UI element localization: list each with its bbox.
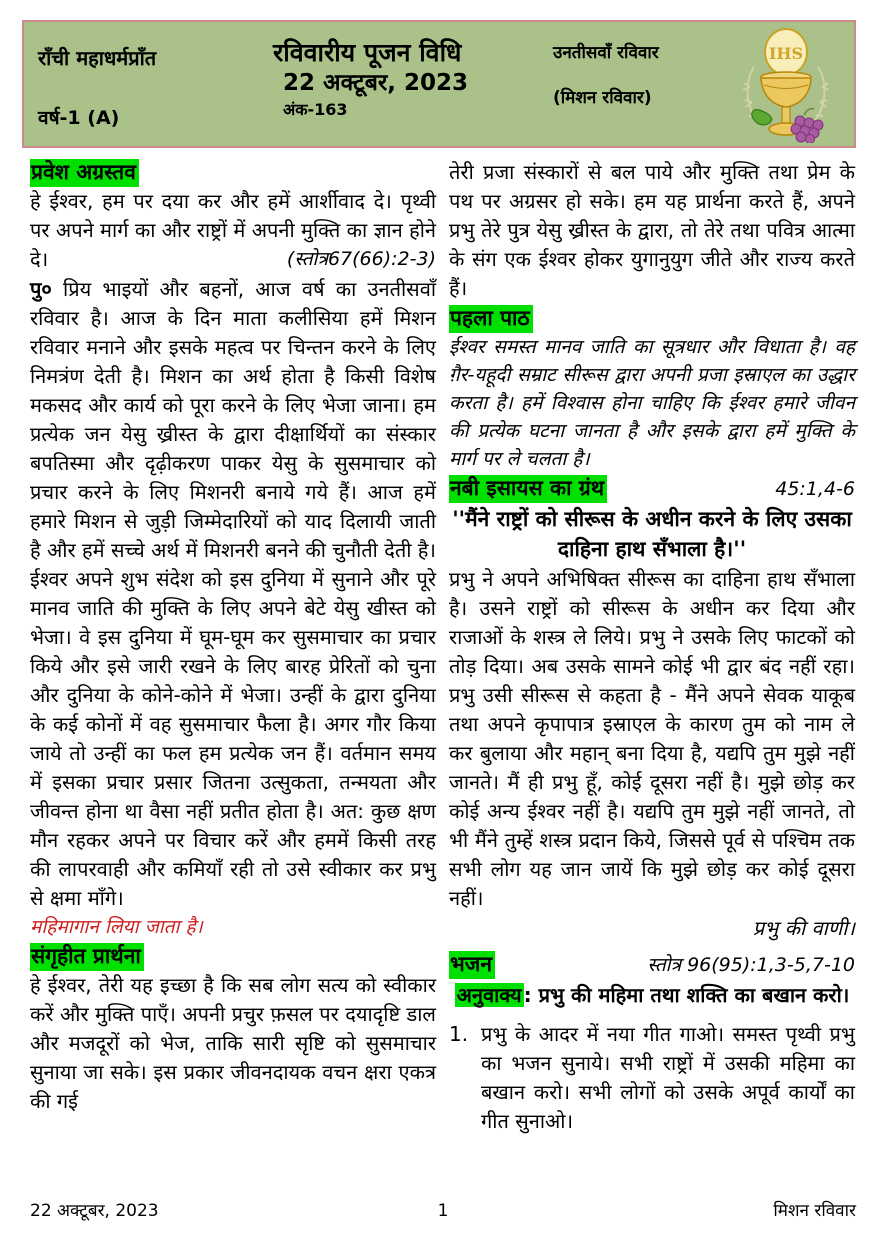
antiphon-separator: : bbox=[523, 983, 532, 1007]
bulletin-title: रविवारीय पूजन विधि bbox=[273, 38, 462, 67]
psalm-antiphon bbox=[449, 980, 855, 1010]
footer-theme: मिशन रविवार bbox=[773, 1201, 856, 1221]
verse-text: प्रभु के आदर में नया गीत गाओ। समस्त पृथ्वी प्रभु का भजन सुनाये। सभी राष्ट्रों में उसकी महिमा का बखान करो। सभी लोगों को उसके अपूर्व कार्यों का गीत सुनाओ। bbox=[481, 1022, 855, 1133]
footer-date: 22 अक्टूबर, 2023 bbox=[30, 1201, 159, 1221]
masthead bbox=[22, 20, 856, 148]
masthead-right bbox=[553, 30, 723, 140]
first-reading-source-title: नबी इसायस का ग्रंथ bbox=[449, 475, 607, 503]
masthead-center bbox=[273, 30, 553, 140]
first-reading-quote: ''मैंने राष्ट्रों को सीरूस के अधीन करने के लिए उसका दाहिना हाथ सँभाला है।'' bbox=[452, 507, 852, 561]
entrance-antiphon-reference: (स्तोत्र67(66):2-3) bbox=[286, 248, 436, 270]
left-column bbox=[30, 158, 436, 1136]
section-heading-first-reading: पहला पाठ bbox=[449, 305, 533, 333]
page-footer bbox=[30, 1198, 856, 1221]
psalm-heading-row bbox=[449, 951, 855, 980]
chalice-icon bbox=[734, 27, 838, 143]
section-heading-psalm: भजन bbox=[449, 951, 495, 979]
footer-page-number: 1 bbox=[437, 1201, 449, 1221]
first-reading-intro: ईश्वर समस्त मानव जाति का सूत्रधार और विधाता है। वह ग़ैर-यहूदी सम्राट सीरूस द्वारा अपनी प्रजा इस्राएल का उद्धार करता है। हमें विश्वास होना चाहिए कि ईश्वर हमारे जीवन की प्रत्येक घटना जानता है और इसके द्वारा हमें मुक्ति के मार्ग पर ले चलता है। bbox=[449, 336, 855, 470]
priest-commentary bbox=[30, 275, 436, 913]
priest-commentary-text: प्रिय भाइयों और बहनों, आज वर्ष का उनतीसवाँ रविवार है। आज के दिन माता कलीसिया हमें मिशन रविवार मनाने और इसके महत्व पर चिन्तन करने के लिए निमत्रंण देती है। मिशन का अर्थ होता है किसी विशेष मकसद और कार्य को पूरा करने के लिए भेजा जाना। हम प्रत्येक जन येसु ख्रीस्त के द्वारा दीक्षार्थियों का संस्कार बपतिस्मा और दृढ़ीकरण पाकर येसु के सुसमाचार को प्रचार करने के लिए मिशनरी बनाये गये हैं। आज हमें हमारे मिशन से जुड़ी जिम्मेदारियों को याद दिलायी जाती है और हमें सच्चे अर्थ में मिशनरी बनने की चुनौती देती है। ईश्वर अपने शुभ संदेश को इस दुनिया में सुनाने और पूरे मानव जाति की मुक्ति के लिए अपने बेटे येसु खीस्त को भेजा। वे इस दुनिया में घूम-घूम कर सुसमाचार का प्रचार किये और इसे जारी रखने के लिए बारह प्रेरितों को चुना और दुनिया के कोने-कोने में भेजा। उन्हीं के द्वारा दुनिया के कई कोनों में वह सुसमाचार फैला है। अगर गौर किया जाये तो उन्हीं का फल हम प्रत्येक जन हैं। वर्तमान समय में इसका प्रचार प्रसार जितना उत्सुकता, तन्मयता और जीवन्त होना था वैसा नहीं प्रतीत होता है। अत: कुछ क्षण मौन रहकर अपने पर विचार करें और हममें किसी तरह की लापरवाही और कमियाँ रही तो उसे स्वीकार कर प्रभु से क्षमा माँगे। bbox=[30, 277, 437, 910]
psalm-verse-1 bbox=[449, 1020, 855, 1136]
priest-prefix: पु० bbox=[30, 277, 52, 301]
section-heading-collect: संगृहीत प्रार्थना bbox=[30, 943, 144, 971]
chalice-ihs-emblem bbox=[723, 30, 848, 140]
antiphon-text: प्रभु की महिमा तथा शक्ति का बखान करो। bbox=[538, 983, 850, 1007]
antiphon-label: अनुवाक्य bbox=[456, 983, 522, 1007]
issue-number: अंक-163 bbox=[283, 100, 348, 120]
first-reading-source-row bbox=[449, 475, 855, 504]
collect-text-right: तेरी प्रजा संस्कारों से बल पाये और मुक्ति तथा प्रेम के पथ पर अग्रसर हो सके। हम यह प्रार्थना करते हैं, अपने प्रभु तेरे पुत्र येसु ख्रीस्त के द्वारा, तो तेरे तथा पवित्र आत्मा के संग एक ईश्वर होकर युगानुयुग जीते और राज्य करते हैं। bbox=[449, 160, 855, 300]
verse-number: 1. bbox=[449, 1022, 469, 1046]
ihs-monogram: IHS bbox=[768, 44, 803, 63]
section-heading-entrance: प्रवेश अग्रस्तव bbox=[30, 159, 139, 187]
entrance-antiphon-text: हे ईश्वर, हम पर दया कर और हमें आर्शीवाद दे। पृथ्वी पर अपने मार्ग का और राष्ट्रों में अपनी मुक्ति का ज्ञान होने दे। bbox=[30, 189, 436, 271]
archdiocese-name: राँची महाधर्मप्राँत bbox=[38, 46, 157, 70]
bulletin-date: 22 अक्टूबर, 2023 bbox=[283, 70, 469, 96]
entrance-antiphon bbox=[30, 187, 436, 274]
gloria-rubric: महिमागान लिया जाता है। bbox=[30, 916, 203, 938]
masthead-left bbox=[38, 30, 273, 140]
first-reading-text: प्रभु ने अपने अभिषिक्त सीरूस का दाहिना हाथ सँभाला है। उसने राष्ट्रों को सीरूस के अधीन कर दिया और राजाओं के शस्त्र ले लिये। प्रभु ने उसके लिए फाटकों को तोड़ दिया। अब उसके सामने कोई भी द्वार बंद नहीं रहा। प्रभु उसी सीरूस से कहता है - मैंने अपने सेवक याकूब तथा अपने कृपापात्र इस्राएल के कारण तुम को नाम ले कर बुलाया और महान् बना दिया है, यद्यपि तुम मुझे नहीं जानते। मैं ही प्रभु हूँ, कोई दूसरा नहीं है। मुझे छोड़ कर कोई अन्य ईश्वर नहीं है। यद्यपि तुम मुझे नहीं जानते, तो भी मैंने तुम्हें शस्त्र प्रदान किये, जिससे पूर्व से पश्चिम तक सभी लोग यह जान जायें कि मुझे छोड़ कर कोई दूसरा नहीं। bbox=[449, 567, 855, 910]
body-columns bbox=[30, 158, 856, 1136]
first-reading-closing: प्रभु की वाणी। bbox=[752, 916, 855, 940]
sunday-ordinal: उनतीसवाँ रविवार bbox=[553, 43, 659, 63]
sunday-theme: (मिशन रविवार) bbox=[553, 87, 652, 108]
collect-text-left: हे ईश्वर, तेरी यह इच्छा है कि सब लोग सत्य को स्वीकार करें और मुक्ति पाएँ। अपनी प्रचुर फ़सल पर दयादृष्टि डाल और मजदूरों को भेज, ताकि सारी सृष्टि को सुसमाचार सुनाया जा सके। इस प्रकार जीवनदायक वचन क्षरा एकत्र की गई bbox=[30, 973, 436, 1113]
first-reading-reference: 45:1,4-6 bbox=[775, 478, 855, 500]
year-cycle: वर्ष-1 (A) bbox=[38, 107, 120, 129]
right-column bbox=[449, 158, 855, 1136]
psalm-reference: स्तोत्र 96(95):1,3-5,7-10 bbox=[647, 954, 855, 976]
